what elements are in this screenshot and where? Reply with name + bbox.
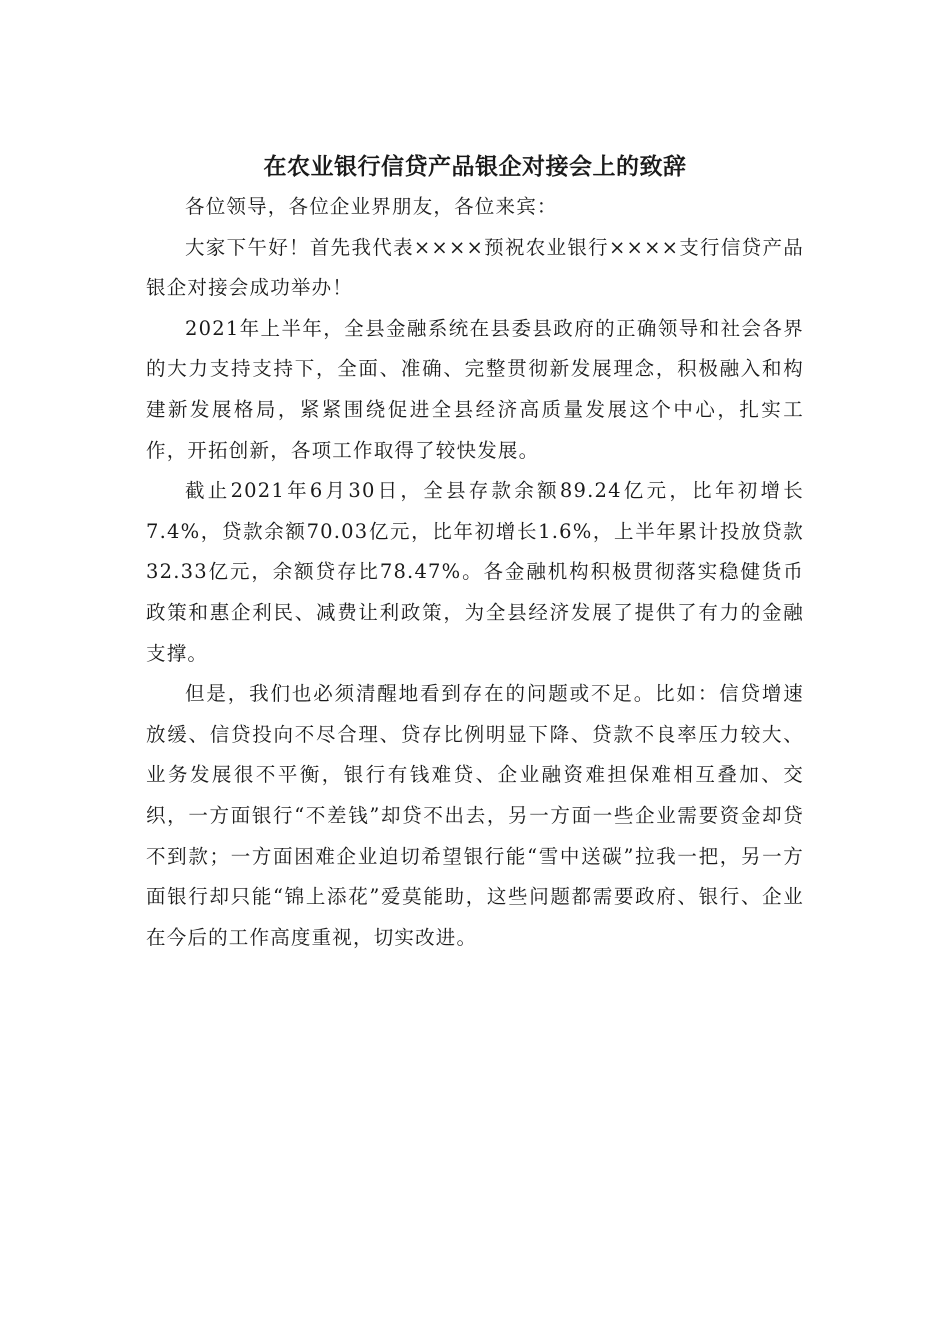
paragraph-opening: 大家下午好！首先我代表××××预祝农业银行××××支行信贷产品银企对接会成功举办！ — [146, 235, 804, 300]
paragraph-achievements: 2021年上半年，全县金融系统在县委县政府的正确领导和社会各界的大力支持支持下，全面、准确、完整贯彻新发展理念，积极融入和构建新发展格局，紧紧围绕促进全县经济高质量发展这个中心，扎实工作，开拓创新，各项工作取得了较快发展。 — [146, 316, 804, 462]
paragraph-problems: 但是，我们也必须清醒地看到存在的问题或不足。比如：信贷增速放缓、信贷投向不尽合理、贷存比例明显下降、贷款不良率压力较大、业务发展很不平衡，银行有钱难贷、企业融资难担保难相互叠加、交织，一方面银行“不差钱”却贷不出去，另一方面一些企业需要资金却贷不到款；一方面困难企业迫切希望银行能“雪中送碳”拉我一把，另一方面银行却只能“锦上添花”爱莫能助，这些问题都需要政府、银行、企业在今后的工作高度重视，切实改进。 — [146, 682, 804, 949]
paragraph-statistics: 截止2021年6月30日，全县存款余额89.24亿元，比年初增长7.4%，贷款余额70.03亿元，比年初增长1.6%，上半年累计投放贷款32.33亿元，余额贷存比78.47%。各金融机构积极贯彻落实稳健货币政策和惠企利民、减费让利政策，为全县经济发展了提供了有力的金融支撑。 — [146, 479, 804, 665]
paragraph-greeting: 各位领导，各位企业界朋友，各位来宾： — [185, 195, 558, 218]
document-title: 在农业银行信贷产品银企对接会上的致辞 — [263, 153, 687, 180]
document-body — [146, 187, 804, 958]
